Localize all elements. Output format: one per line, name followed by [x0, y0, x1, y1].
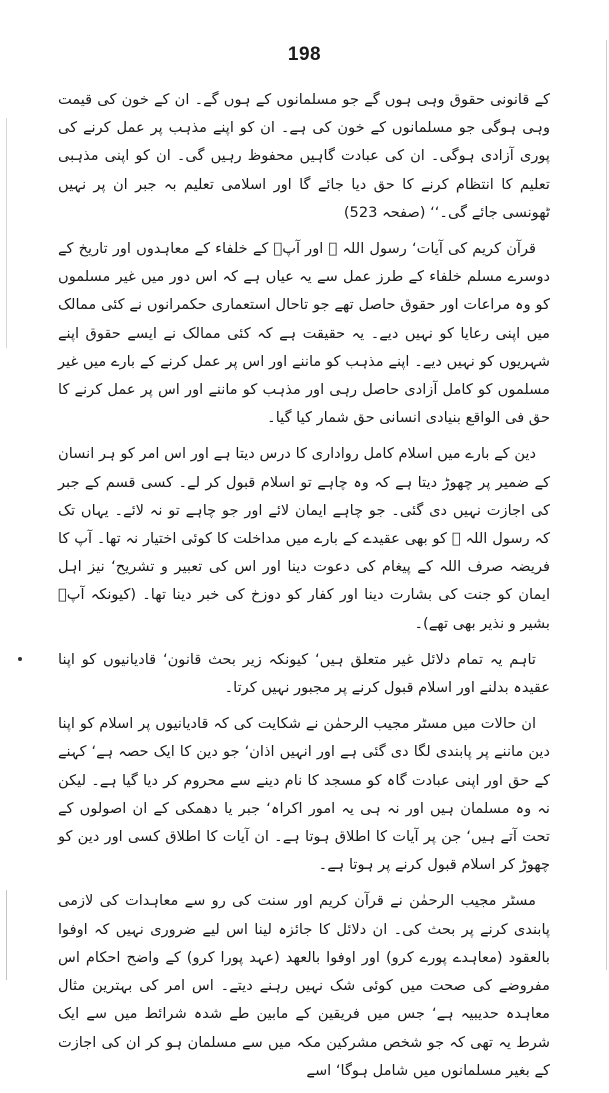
paragraph-3: دین کے بارے میں اسلام کامل رواداری کا درس دیتا ہے اور اس امر کو ہر انسان کے ضمیر پر چھوڑ دیتا ہے کہ وہ چاہے تو اسلام قبول کر لے۔ کسی قسم کے جبر کی اجازت نہیں دی گئی۔ جو چاہے ایمان لائے اور جو چاہے تو نہ لائے۔ یہاں تک کہ رسول اللہ ﷺ کو بھی عقیدے کے بارے میں مداخلت کا کوئی اختیار نہ تھا۔ آپ کا فریضہ صرف اللہ کے پیغام کی دعوت دینا اور اس کی تعبیر و تشریح‘ نیز اہل ایمان کو جنت کی بشارت دینا اور کفار کو دوزخ کی خبر دینا تھا۔ (کیونکہ آپؐ بشیر و نذیر بھی تھے)۔	[58, 445, 550, 632]
scan-edge-line	[6, 118, 7, 348]
paragraph-4: تاہم یہ تمام دلائل غیر متعلق ہیں‘ کیونکہ زیر بحث قانون‘ قادیانیوں کو اپنا عقیدہ بدلنے اور اسلام قبول کرنے پر مجبور نہیں کرتا۔	[58, 650, 550, 697]
paragraph-1: کے قانونی حقوق وہی ہوں گے جو مسلمانوں کے ہوں گے۔ ان کے خون کی قیمت وہی ہوگی جو مسلمانوں کے خون کی ہے۔ ان کو اپنے مذہب پر عمل کرنے کی پوری آزادی ہوگی۔ ان کی عبادت گاہیں محفوظ رہیں گی۔ ان کو اپنی مذہبی تعلیم کا انتظام کرنے کا حق دیا جائے گا اور اسلامی تعلیم بہ جبر ان پر نہیں ٹھونسی جائے گی۔‘‘ (صفحہ 523)	[58, 91, 550, 221]
page-edge	[606, 40, 607, 970]
body-text	[58, 86, 550, 1093]
paragraph-5: ان حالات میں مسٹر مجیب الرحمٰن نے شکایت کی کہ قادیانیوں پر اسلام کو اپنا دین ماننے پر پابندی لگا دی گئی ہے اور انہیں اذان‘ جو دین کا ایک حصہ ہے‘ کہنے کے حق اور اپنی عبادت گاہ کو مسجد کا نام دینے سے محروم کر دیا گیا ہے۔ لیکن نہ وہ مسلمان ہیں اور نہ ہی یہ امور اکراہ‘ جبر یا دھمکی کے ان اصولوں کے تحت آتے ہیں‘ جن پر آیات کا اطلاق ہوتا ہے۔ ان آیات کا اطلاق کسی اور دین کو چھوڑ کر اسلام قبول کرنے پر ہوتا ہے۔	[58, 715, 550, 874]
margin-dot	[18, 657, 22, 661]
scan-edge-line-bottom	[6, 890, 7, 980]
paragraph-2: قرآن کریم کی آیات‘ رسول اللہ ﷺ اور آپؐ کے خلفاء کے معاہدوں اور تاریخ کے دوسرے مسلم خلفاء کے طرز عمل سے یہ عیاں ہے کہ اس دور میں غیر مسلموں کو وہ مراعات اور حقوق حاصل تھے جو تاحال استعماری حکمرانوں نے کئی ممالک میں اپنی رعایا کو نہیں دیے۔ یہ حقیقت ہے کہ کئی ممالک نے ایسے حقوق اپنے شہریوں کو نہیں دیے۔ اپنے مذہب کو ماننے اور اس پر عمل کرنے کے بارے میں غیر مسلموں کو کامل آزادی حاصل رہی اور مذہب کو ماننے اور اس پر عمل کرنے کا حق فی الواقع بنیادی انسانی حق شمار کیا گیا۔	[58, 240, 550, 427]
page-number: 198	[287, 44, 322, 65]
paragraph-6: مسٹر مجیب الرحمٰن نے قرآن کریم اور سنت کی رو سے معاہدات کی لازمی پابندی کرنے پر بحث کی۔ ان دلائل کا جائزہ لینا اس لیے ضروری نہیں کہ اوفوا بالعقود (معاہدے پورے کرو) اور اوفوا بالعھد (عہد پورا کرو) کے واضح احکام اس مفروضے کی صحت میں کوئی شک نہیں رہنے دیتے۔ اس امر کی بہترین مثال معاہدہ حدیبیہ ہے‘ جس میں فریقین کے مابین طے شدہ شرائط میں سے ایک شرط یہ تھی کہ جو شخص مشرکین مکہ میں سے مسلمان ہو کر ان کی اجازت کے بغیر مسلمانوں میں شامل ہوگا‘ اسے	[58, 892, 550, 1079]
